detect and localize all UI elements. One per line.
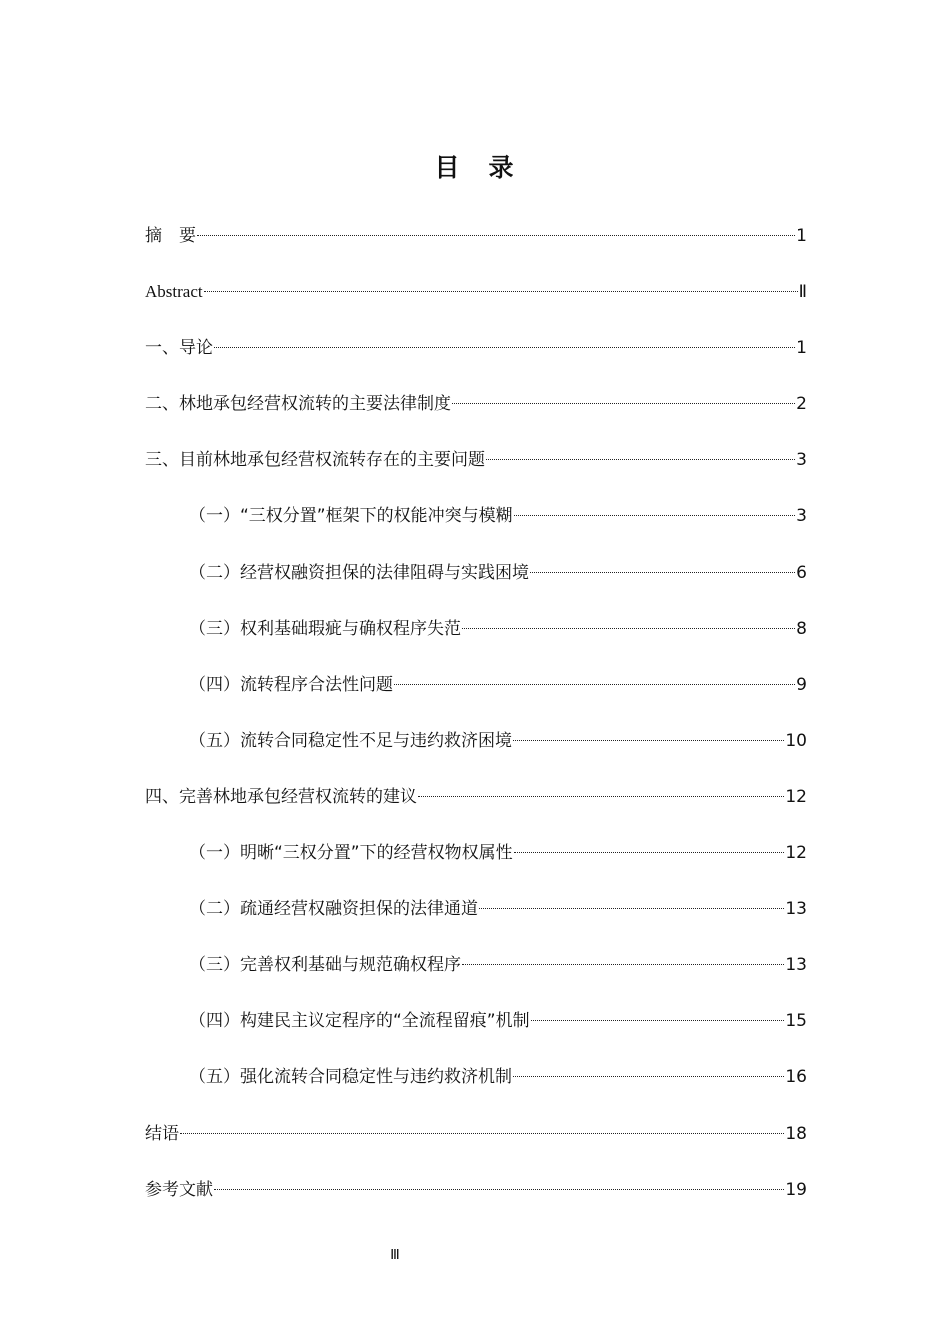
- table-of-contents: [145, 223, 807, 1233]
- toc-entry-title: 参考文献: [145, 1179, 213, 1200]
- toc-entry[interactable]: [145, 784, 807, 840]
- toc-dot-leader: [418, 796, 784, 797]
- toc-entry-page: 12: [785, 786, 807, 807]
- toc-entry[interactable]: [145, 616, 807, 672]
- toc-entry-page: 1: [796, 226, 807, 246]
- toc-entry-title: 四、完善林地承包经营权流转的建议: [145, 786, 417, 807]
- toc-entry-page: 12: [785, 843, 807, 864]
- toc-entry-page: 2: [796, 394, 807, 415]
- toc-dot-leader: [479, 908, 784, 909]
- toc-dot-leader: [486, 459, 795, 460]
- toc-entry-page: 3: [796, 450, 807, 471]
- toc-dot-leader: [462, 628, 795, 629]
- toc-dot-leader: [513, 1076, 784, 1077]
- toc-entry-page: 10: [785, 730, 807, 751]
- toc-entry-page: 3: [796, 506, 807, 527]
- toc-entry-title: （二）经营权融资担保的法律阻碍与实践困境: [189, 562, 529, 583]
- toc-entry-title: 摘 要: [145, 226, 196, 246]
- toc-entry[interactable]: [145, 1008, 807, 1064]
- toc-dot-leader: [452, 403, 795, 404]
- toc-dot-leader: [180, 1133, 784, 1134]
- toc-entry-title: （五）强化流转合同稳定性与违约救济机制: [189, 1067, 512, 1088]
- toc-dot-leader: [514, 515, 796, 516]
- toc-entry-page: 16: [785, 1067, 807, 1088]
- toc-dot-leader: [530, 572, 795, 573]
- toc-dot-leader: [514, 852, 785, 853]
- toc-entry-title: 三、目前林地承包经营权流转存在的主要问题: [145, 450, 485, 471]
- toc-entry-title: 二、林地承包经营权流转的主要法律制度: [145, 394, 451, 415]
- toc-entry[interactable]: [145, 279, 807, 335]
- toc-dot-leader: [204, 291, 798, 292]
- toc-entry-title: （四）构建民主议定程序的“全流程留痕”机制: [189, 1011, 530, 1032]
- toc-entry[interactable]: [145, 952, 807, 1008]
- toc-dot-leader: [462, 964, 784, 965]
- toc-entry-title: （四）流转程序合法性问题: [189, 674, 393, 695]
- toc-entry[interactable]: [145, 223, 807, 279]
- toc-entry[interactable]: [145, 447, 807, 503]
- toc-entry-title: （三）完善权利基础与规范确权程序: [189, 955, 461, 976]
- toc-entry-page: 18: [785, 1123, 807, 1144]
- toc-entry-page: 13: [785, 899, 807, 920]
- toc-dot-leader: [197, 235, 795, 236]
- toc-entry-page: 6: [796, 562, 807, 583]
- toc-entry-page: 8: [796, 618, 807, 639]
- toc-entry-title: Abstract: [145, 282, 203, 302]
- toc-entry[interactable]: [145, 560, 807, 616]
- toc-dot-leader: [394, 684, 795, 685]
- toc-dot-leader: [531, 1020, 785, 1021]
- toc-entry[interactable]: [145, 1177, 807, 1233]
- toc-dot-leader: [513, 740, 784, 741]
- toc-entry[interactable]: [145, 672, 807, 728]
- toc-entry[interactable]: [145, 503, 807, 559]
- toc-entry-page: 9: [796, 674, 807, 695]
- toc-entry-title: 一、导论: [145, 338, 213, 359]
- toc-entry[interactable]: [145, 1064, 807, 1120]
- toc-entry[interactable]: [145, 1121, 807, 1177]
- toc-entry-page: 13: [785, 955, 807, 976]
- page-title: 目 录: [434, 153, 516, 182]
- toc-entry-title: 结语: [145, 1123, 179, 1144]
- toc-entry-title: （二）疏通经营权融资担保的法律通道: [189, 899, 478, 920]
- toc-entry[interactable]: [145, 728, 807, 784]
- toc-entry-title: （一）“三权分置”框架下的权能冲突与模糊: [189, 506, 513, 527]
- toc-entry-title: （三）权利基础瑕疵与确权程序失范: [189, 618, 461, 639]
- toc-entry-page: Ⅱ: [798, 282, 807, 302]
- toc-entry-title: （五）流转合同稳定性不足与违约救济困境: [189, 730, 512, 751]
- toc-entry[interactable]: [145, 840, 807, 896]
- toc-entry[interactable]: [145, 391, 807, 447]
- toc-entry-title: （一）明晰“三权分置”下的经营权物权属性: [189, 843, 513, 864]
- toc-dot-leader: [214, 1189, 784, 1190]
- toc-dot-leader: [214, 347, 795, 348]
- toc-entry-page: 15: [785, 1011, 807, 1032]
- toc-entry[interactable]: [145, 896, 807, 952]
- page-number: Ⅲ: [390, 1248, 400, 1263]
- toc-entry[interactable]: [145, 335, 807, 391]
- toc-entry-page: 19: [785, 1179, 807, 1200]
- toc-entry-page: 1: [796, 338, 807, 359]
